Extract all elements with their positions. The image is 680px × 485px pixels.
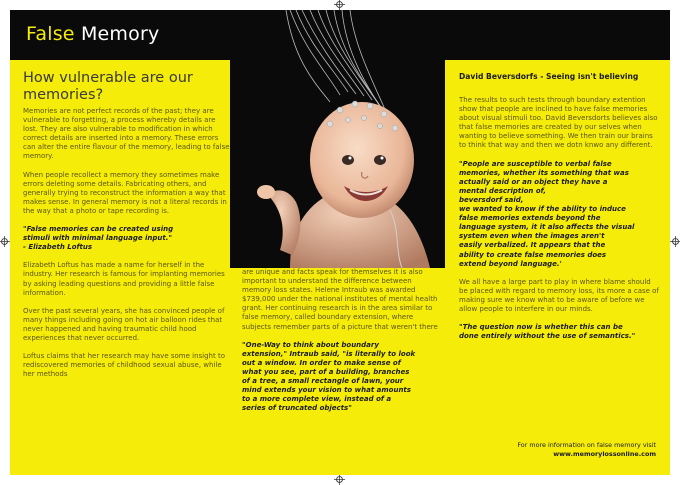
column-left [23, 107, 230, 388]
article-heading: How vulnerable are our memories? [23, 70, 193, 103]
paragraph: Memories are not perfect records of the past; they are vulnerable to forgetting, a process whereby details are lost. They are also vulnerable to modification in which correct details are inserted into a memory. These errors can alter the entire flavour of the memory, leading to false memory. [23, 107, 230, 161]
paragraph: Loftus claims that her research may have some insight to rediscovered memories of childhood sexual abuse, while her methods [23, 352, 225, 379]
registration-mark-icon [0, 236, 10, 247]
magazine-spread [10, 10, 670, 475]
footer-note: For more information on false memory visit www.memorylossonline.com [517, 441, 656, 458]
baby-eeg-photo [230, 10, 445, 268]
registration-mark-icon [334, 474, 345, 485]
pull-quote: "False memories can be created using stimuli with minimal language input." - Elizabeth Loftus [23, 225, 174, 252]
website-link[interactable]: www.memorylossonline.com [553, 450, 656, 458]
paragraph: When people recollect a memory they sometimes make errors deleting some details. Fabricating others, and generally trying to reconstruct the information a way that makes sense. In general memory is not a literal records in the way that a photo or tape recording is. [23, 170, 227, 215]
paragraph: Elizabeth Loftus has made a name for herself in the industry. Her research is famous for implanting memories by asking leading questions and providing a little false information. [23, 261, 225, 297]
paragraph: Over the past several years, she has convinced people of many things including going on hot air balloon rides that never happened and having traumatic child hood experiences that never occurred. [23, 306, 225, 342]
column-middle [242, 268, 440, 422]
paragraph: are unique and facts speak for themselves it is also important to understand the difference between memory loss states. Helene Intraub was awarded $739,000 under the national institutes of mental health grant. Her continuing research is in the area similar to false memory, called boundary extension, where subjects remember parts of a picture that weren't there [242, 268, 438, 331]
paragraph: The results to such tests through boundary extention show that people are inclined to have false memories about visual stimuli too. David Beversdorts believes also that false memories are created by our selves when wanting to believe something. We then train our brains to think that way and then we dotn knwo any different. [459, 96, 658, 150]
registration-mark-icon [670, 236, 680, 247]
registration-mark-icon [334, 0, 345, 10]
masthead-title: False Memory [26, 23, 160, 45]
pull-quote: "People are susceptible to verbal false memories, whether its something that was actually said or an object they have a mental description of, beversdorf said, we wanted to know if the ability to induce false memories extends beyond the language system, it it also affects the visual system even when the images aren't easily verbalized. It appears that the ability to create false memories does extend beyond language.' [459, 159, 635, 268]
sidebar-heading: David Beversdorfs - Seeing isn't believing [459, 72, 639, 81]
pull-quote: "One-Way to think about boundary extension," Intraub said, "is literally to look out a window. In order to make sense of what you see, part of a building, branches of a tree, a small rectangle of lawn, your mind extends your vision to what amounts to a more complete view, instead of a series of truncated objects" [242, 340, 416, 413]
column-right [459, 96, 659, 350]
pull-quote: "The question now is whether this can be done entirely without the use of semantics." [459, 323, 636, 341]
paragraph: We all have a large part to play in where blame should be placed with regard to memory loss, its more a case of making sure we know what to be aware of before we allow people to interfere in our minds. [459, 277, 659, 313]
